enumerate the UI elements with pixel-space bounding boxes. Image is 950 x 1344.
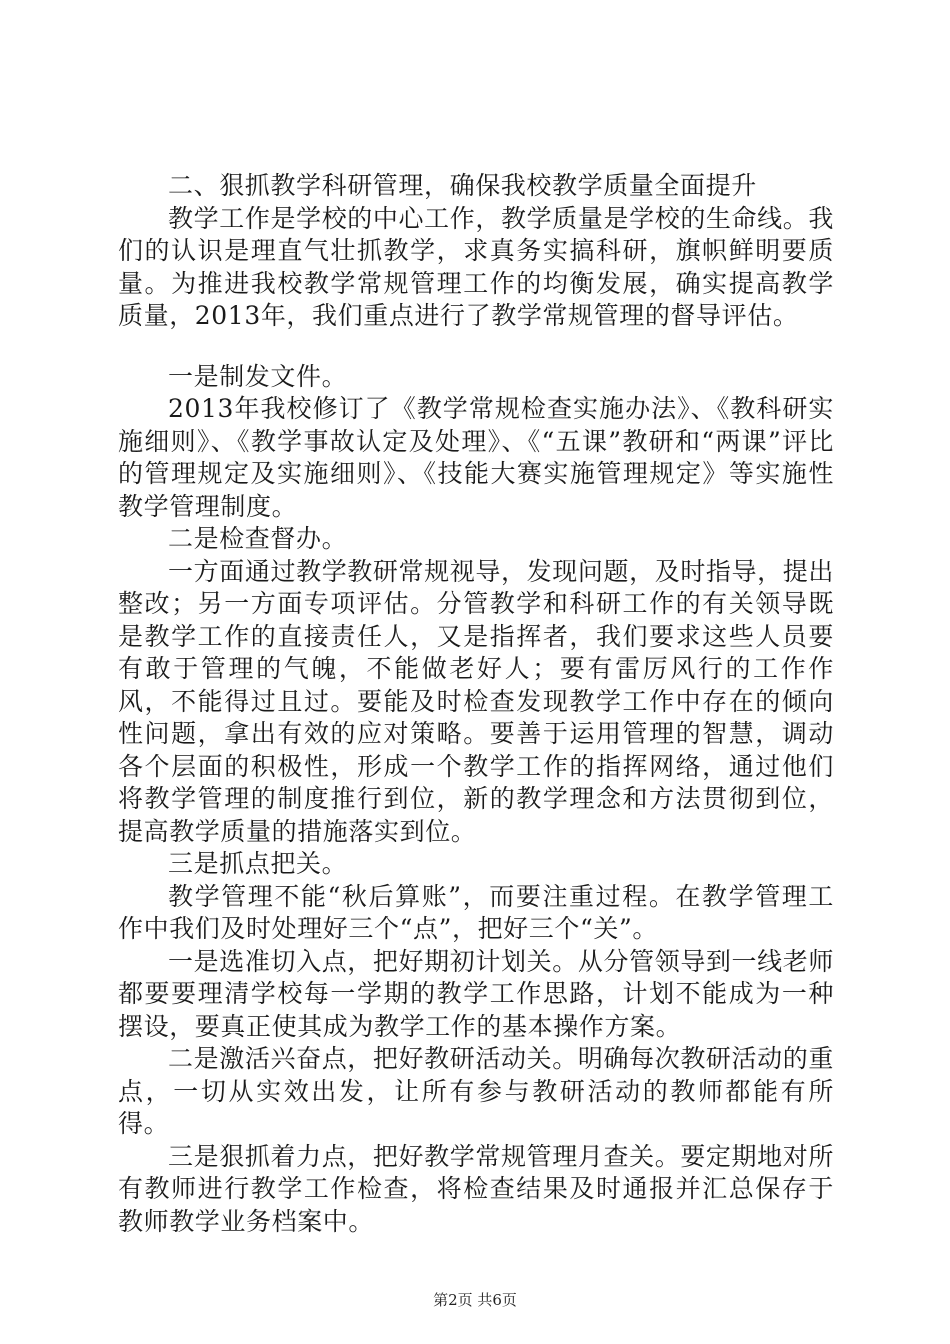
paragraph: 三是狠抓着力点，把好教学常规管理月查关。要定期地对所有教师进行教学工作检查，将检查结果及时通报并汇总保存于教师教学业务档案中。 [118,1141,834,1236]
paragraph: 教学管理不能“秋后算账”，而要注重过程。在教学管理工作中我们及时处理好三个“点”，把好三个“关”。 [118,881,834,943]
paragraph: 一方面通过教学教研常规视导，发现问题，及时指导，提出整改；另一方面专项评估。分管教学和科研工作的有关领导既是教学工作的直接责任人，又是指挥者，我们要求这些人员要有敢于管理的气魄，不能做老好人；要有雷厉风行的工作作风，不能得过且过。要能及时检查发现教学工作中存在的倾向性问题，拿出有效的应对策略。要善于运用管理的智慧，调动各个层面的积极性，形成一个教学工作的指挥网络，通过他们将教学管理的制度推行到位，新的教学理念和方法贯彻到位，提高教学质量的措施落实到位。 [118,556,834,846]
subheading: 二是检查督办。 [168,524,348,553]
page-number-footer: 第2页 共6页 [433,1291,517,1309]
paragraph: 教学工作是学校的中心工作，教学质量是学校的生命线。我们的认识是理直气壮抓教学，求真务实搞科研，旗帜鲜明要质量。为推进我校教学常规管理工作的均衡发展，确实提高教学质量，2013年，我们重点进行了教学常规管理的督导评估。 [118,203,834,330]
subheading: 一是制发文件。 [168,361,348,391]
paragraph-gap [118,333,834,361]
paragraph: 2013年我校修订了《教学常规检查实施办法》、《教科研实施细则》、《教学事故认定及处理》、《“五课”教研和“两课”评比的管理规定及实施细则》、《技能大赛实施管理规定》等实施性教学管理制度。 [118,394,834,521]
section-heading: 二、狠抓教学科研管理，确保我校教学质量全面提升 [168,171,757,200]
paragraph: 一是选准切入点，把好期初计划关。从分管领导到一线老师都要要理清学校每一学期的教学工作思路，计划不能成为一种摆设，要真正使其成为教学工作的基本操作方案。 [118,946,834,1041]
subheading: 三是抓点把关。 [168,849,348,878]
paragraph: 二是激活兴奋点，把好教研活动关。明确每次教研活动的重点，一切从实效出发，让所有参与教研活动的教师都能有所得。 [118,1044,834,1138]
document-body [118,170,834,1238]
